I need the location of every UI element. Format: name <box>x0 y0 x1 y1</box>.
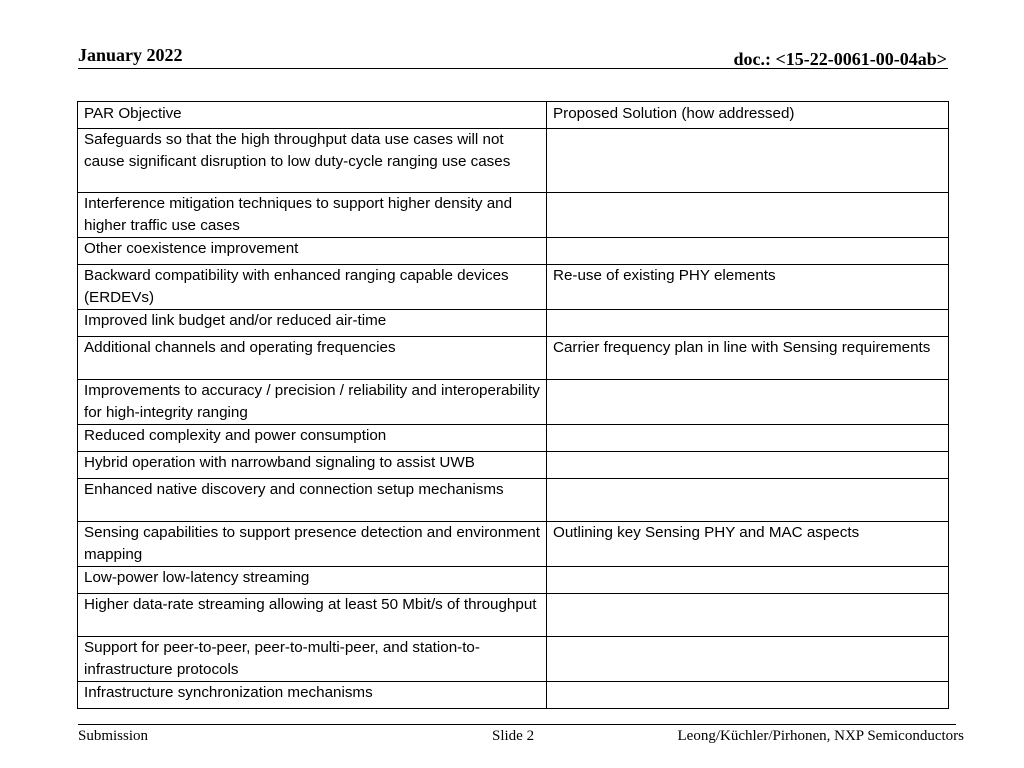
header-date: January 2022 <box>78 45 183 65</box>
objective-cell: Enhanced native discovery and connection setup mechanisms <box>78 479 547 522</box>
table-row <box>78 425 949 452</box>
solution-cell: Carrier frequency plan in line with Sensing requirements <box>547 337 949 380</box>
table-row <box>78 637 949 682</box>
solution-cell <box>547 682 949 709</box>
table-row <box>78 265 949 310</box>
table-row <box>78 682 949 709</box>
table-row <box>78 522 949 567</box>
solution-cell <box>547 567 949 594</box>
objective-cell: Additional channels and operating frequencies <box>78 337 547 380</box>
footer-divider <box>78 724 956 725</box>
table-row <box>78 479 949 522</box>
table-row <box>78 238 949 265</box>
header-doc-id: doc.: <15-22-0061-00-04ab> <box>733 49 947 69</box>
table-row <box>78 567 949 594</box>
footer-slide-number: Slide 2 <box>492 728 535 744</box>
table-header-row <box>78 102 949 129</box>
par-objectives-table <box>77 101 948 709</box>
objective-cell: Reduced complexity and power consumption <box>78 425 547 452</box>
objective-cell: Other coexistence improvement <box>78 238 547 265</box>
solution-cell <box>547 637 949 682</box>
table-row <box>78 337 949 380</box>
objective-cell: Interference mitigation techniques to support higher density and higher traffic use cases <box>78 193 547 238</box>
header-divider <box>78 68 948 69</box>
solution-cell <box>547 425 949 452</box>
objective-cell: Improvements to accuracy / precision / reliability and interoperability for high-integrity ranging <box>78 380 547 425</box>
objective-cell: Hybrid operation with narrowband signaling to assist UWB <box>78 452 547 479</box>
objective-cell: Infrastructure synchronization mechanisms <box>78 682 547 709</box>
solution-cell: Re-use of existing PHY elements <box>547 265 949 310</box>
solution-cell <box>547 452 949 479</box>
solution-cell <box>547 380 949 425</box>
solution-cell <box>547 594 949 637</box>
objective-cell: Improved link budget and/or reduced air-time <box>78 310 547 337</box>
objective-cell: Backward compatibility with enhanced ranging capable devices (ERDEVs) <box>78 265 547 310</box>
objective-cell: Higher data-rate streaming allowing at least 50 Mbit/s of throughput <box>78 594 547 637</box>
objective-cell: Low-power low-latency streaming <box>78 567 547 594</box>
column-header-solution: Proposed Solution (how addressed) <box>547 102 949 129</box>
table-row <box>78 380 949 425</box>
solution-cell <box>547 238 949 265</box>
solution-cell <box>547 479 949 522</box>
objective-cell: Sensing capabilities to support presence detection and environment mapping <box>78 522 547 567</box>
footer-authors: Leong/Küchler/Pirhonen, NXP Semiconductors <box>677 728 964 744</box>
solution-cell <box>547 193 949 238</box>
column-header-objective: PAR Objective <box>78 102 547 129</box>
table-row <box>78 193 949 238</box>
solution-cell: Outlining key Sensing PHY and MAC aspects <box>547 522 949 567</box>
solution-cell <box>547 129 949 193</box>
table-row <box>78 594 949 637</box>
objective-cell: Safeguards so that the high throughput data use cases will not cause significant disruption to low duty-cycle ranging use cases <box>78 129 547 193</box>
table-row <box>78 452 949 479</box>
table-row <box>78 129 949 193</box>
table-row <box>78 310 949 337</box>
solution-cell <box>547 310 949 337</box>
objective-cell: Support for peer-to-peer, peer-to-multi-peer, and station-to-infrastructure protocols <box>78 637 547 682</box>
footer-submission: Submission <box>78 728 149 744</box>
